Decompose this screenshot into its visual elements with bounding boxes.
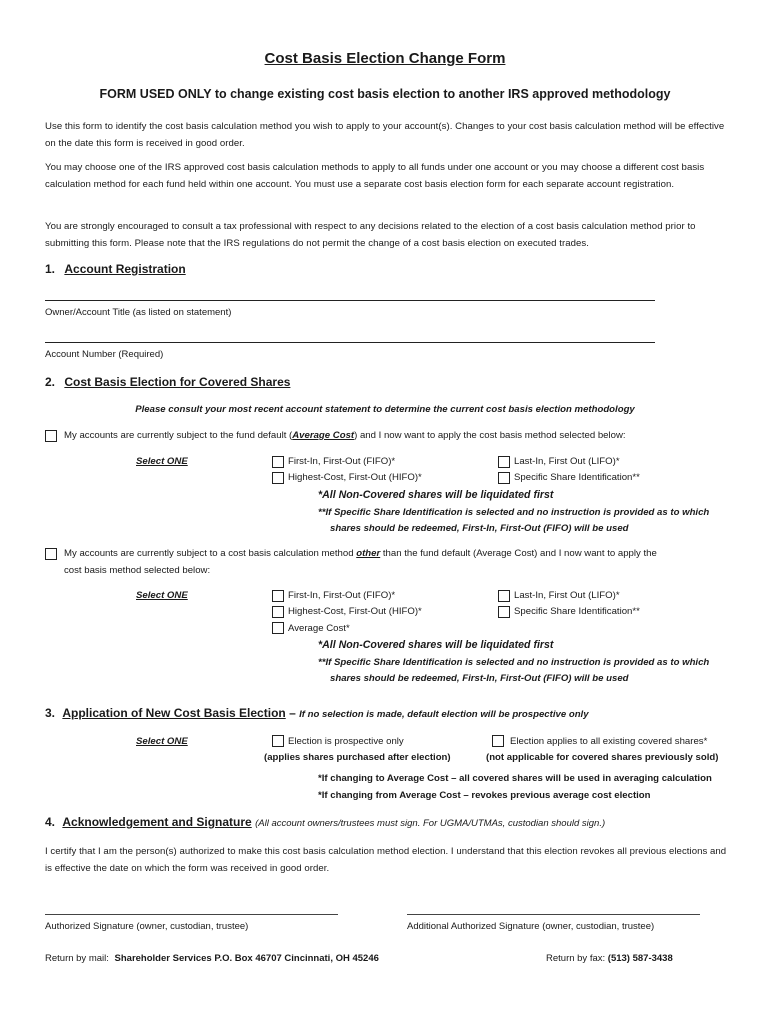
- section1-heading: [45, 262, 186, 276]
- b-specific-id-label: Specific Share Identification**: [514, 606, 640, 617]
- signature-label-2: Additional Authorized Signature (owner, custodian, trustee): [407, 921, 655, 932]
- section2-title: Cost Basis Election for Covered Shares: [64, 375, 291, 389]
- a-hifo-checkbox[interactable]: [272, 472, 284, 484]
- signature-field-2[interactable]: [407, 914, 700, 915]
- a-specific-note-2: shares should be redeemed, First-In, First-Out (FIFO) will be used: [330, 523, 629, 534]
- option-b-checkbox[interactable]: [45, 548, 57, 560]
- prospective-checkbox[interactable]: [272, 735, 284, 747]
- a-specific-id-checkbox[interactable]: [498, 472, 510, 484]
- section3-heading: 3. Application of New Cost Basis Election – If no selection is made, default election will be prospective only: [45, 706, 589, 720]
- section4-heading: [45, 815, 605, 829]
- a-fifo-label: First-In, First-Out (FIFO)*: [288, 456, 396, 467]
- section4-number: 4.: [45, 815, 56, 829]
- a-fifo-checkbox[interactable]: [272, 456, 284, 468]
- b-hifo-label: Highest-Cost, First-Out (HIFO)*: [288, 606, 422, 617]
- average-cost-from-note: *If changing from Average Cost – revokes previous average cost election: [318, 790, 651, 801]
- section1-title: Account Registration: [64, 262, 186, 276]
- b-lifo-checkbox[interactable]: [498, 590, 510, 602]
- a-hifo-label: Highest-Cost, First-Out (HIFO)*: [288, 472, 422, 483]
- signature-label-1: Authorized Signature (owner, custodian, trustee): [45, 921, 249, 932]
- b-fifo-label: First-In, First-Out (FIFO)*: [288, 590, 396, 601]
- b-noncovered-note: *All Non-Covered shares will be liquidated first: [318, 639, 554, 651]
- section3-select-one: Select ONE: [136, 736, 188, 747]
- existing-shares-checkbox[interactable]: [492, 735, 504, 747]
- section3-subtitle: If no selection is made, default election will be prospective only: [299, 709, 589, 720]
- section3-number: 3.: [45, 706, 56, 720]
- form-title: Cost Basis Election Change Form: [264, 50, 506, 67]
- b-hifo-checkbox[interactable]: [272, 606, 284, 618]
- section3-title: Application of New Cost Basis Election: [62, 706, 286, 720]
- b-fifo-checkbox[interactable]: [272, 590, 284, 602]
- section4-title: Acknowledgement and Signature: [62, 815, 252, 829]
- account-number-field[interactable]: [45, 342, 655, 343]
- a-specific-id-label: Specific Share Identification**: [514, 472, 640, 483]
- intro-paragraph-3: You are strongly encouraged to consult a tax professional with respect to any decisions related to the election of a cost basis calculation method prior to submitting this form. Please note that the IRS regulations do not permit the change of a cost basis election on executed trades.: [45, 221, 696, 249]
- fax-return: [546, 953, 673, 964]
- fax-number: (513) 587-3438: [607, 953, 673, 964]
- owner-title-field[interactable]: [45, 300, 655, 301]
- certify-paragraph: I certify that I am the person(s) authorized to make this cost basis calculation method election. I understand that this election revokes all previous elections and is effective the date on which the form was received in good order.: [45, 846, 727, 874]
- b-specific-id-checkbox[interactable]: [498, 606, 510, 618]
- prospective-label: Election is prospective only: [288, 736, 404, 747]
- average-cost-to-note: *If changing to Average Cost – all covered shares will be used in averaging calculation: [318, 773, 712, 784]
- b-specific-note-2: shares should be redeemed, First-In, First-Out (FIFO) will be used: [330, 673, 629, 684]
- section2-heading: [45, 375, 290, 389]
- option-b-select-one: Select ONE: [136, 590, 188, 601]
- intro-paragraph-2: You may choose one of the IRS approved cost basis calculation methods to apply to all funds under one account or you may choose a different cost basis calculation method for each fund held within one account. You must use a separate cost basis election form for each separate account registration.: [45, 162, 705, 190]
- section2-number: 2.: [45, 375, 56, 389]
- option-a-checkbox[interactable]: [45, 430, 57, 442]
- b-lifo-label: Last-In, First Out (LIFO)*: [514, 590, 620, 601]
- section4-subtitle: (All account owners/trustees must sign. For UGMA/UTMAs, custodian should sign.): [255, 818, 606, 829]
- account-number-label: Account Number (Required): [45, 349, 164, 360]
- b-average-cost-label: Average Cost*: [288, 623, 350, 634]
- option-b-text: My accounts are currently subject to a cost basis calculation method other than the fund default (Average Cost) and I now want to apply the: [64, 548, 657, 559]
- prospective-note: (applies shares purchased after election): [264, 752, 451, 763]
- option-a-select-one: Select ONE: [136, 456, 188, 467]
- consult-note: Please consult your most recent account statement to determine the current cost basis election methodology: [135, 404, 635, 415]
- fax-label: Return by fax:: [546, 953, 606, 964]
- existing-shares-label: Election applies to all existing covered shares*: [510, 736, 708, 747]
- a-noncovered-note: *All Non-Covered shares will be liquidated first: [318, 489, 554, 501]
- a-specific-note-1: **If Specific Share Identification is selected and no instruction is provided as to which: [318, 507, 710, 518]
- a-lifo-checkbox[interactable]: [498, 456, 510, 468]
- mail-return: [45, 953, 379, 964]
- option-b-text-line2: cost basis method selected below:: [64, 565, 211, 576]
- existing-shares-note: (not applicable for covered shares previously sold): [486, 752, 719, 763]
- form-subtitle: FORM USED ONLY to change existing cost basis election to another IRS approved methodology: [99, 87, 671, 101]
- owner-title-label: Owner/Account Title (as listed on statement): [45, 307, 232, 318]
- signature-field-1[interactable]: [45, 914, 338, 915]
- option-a-text: My accounts are currently subject to the fund default (Average Cost) and I now want to apply the cost basis method selected below:: [64, 430, 626, 441]
- a-lifo-label: Last-In, First Out (LIFO)*: [514, 456, 620, 467]
- intro-paragraph-1: Use this form to identify the cost basis calculation method you wish to apply to your account(s). Changes to your cost basis calculation method will be effective on the date this form is received in good order.: [45, 121, 725, 149]
- section1-number: 1.: [45, 262, 56, 276]
- b-average-cost-checkbox[interactable]: [272, 622, 284, 634]
- mail-label: Return by mail:: [45, 953, 109, 964]
- b-specific-note-1: **If Specific Share Identification is selected and no instruction is provided as to which: [318, 657, 710, 668]
- mail-address: Shareholder Services P.O. Box 46707 Cincinnati, OH 45246: [114, 953, 379, 964]
